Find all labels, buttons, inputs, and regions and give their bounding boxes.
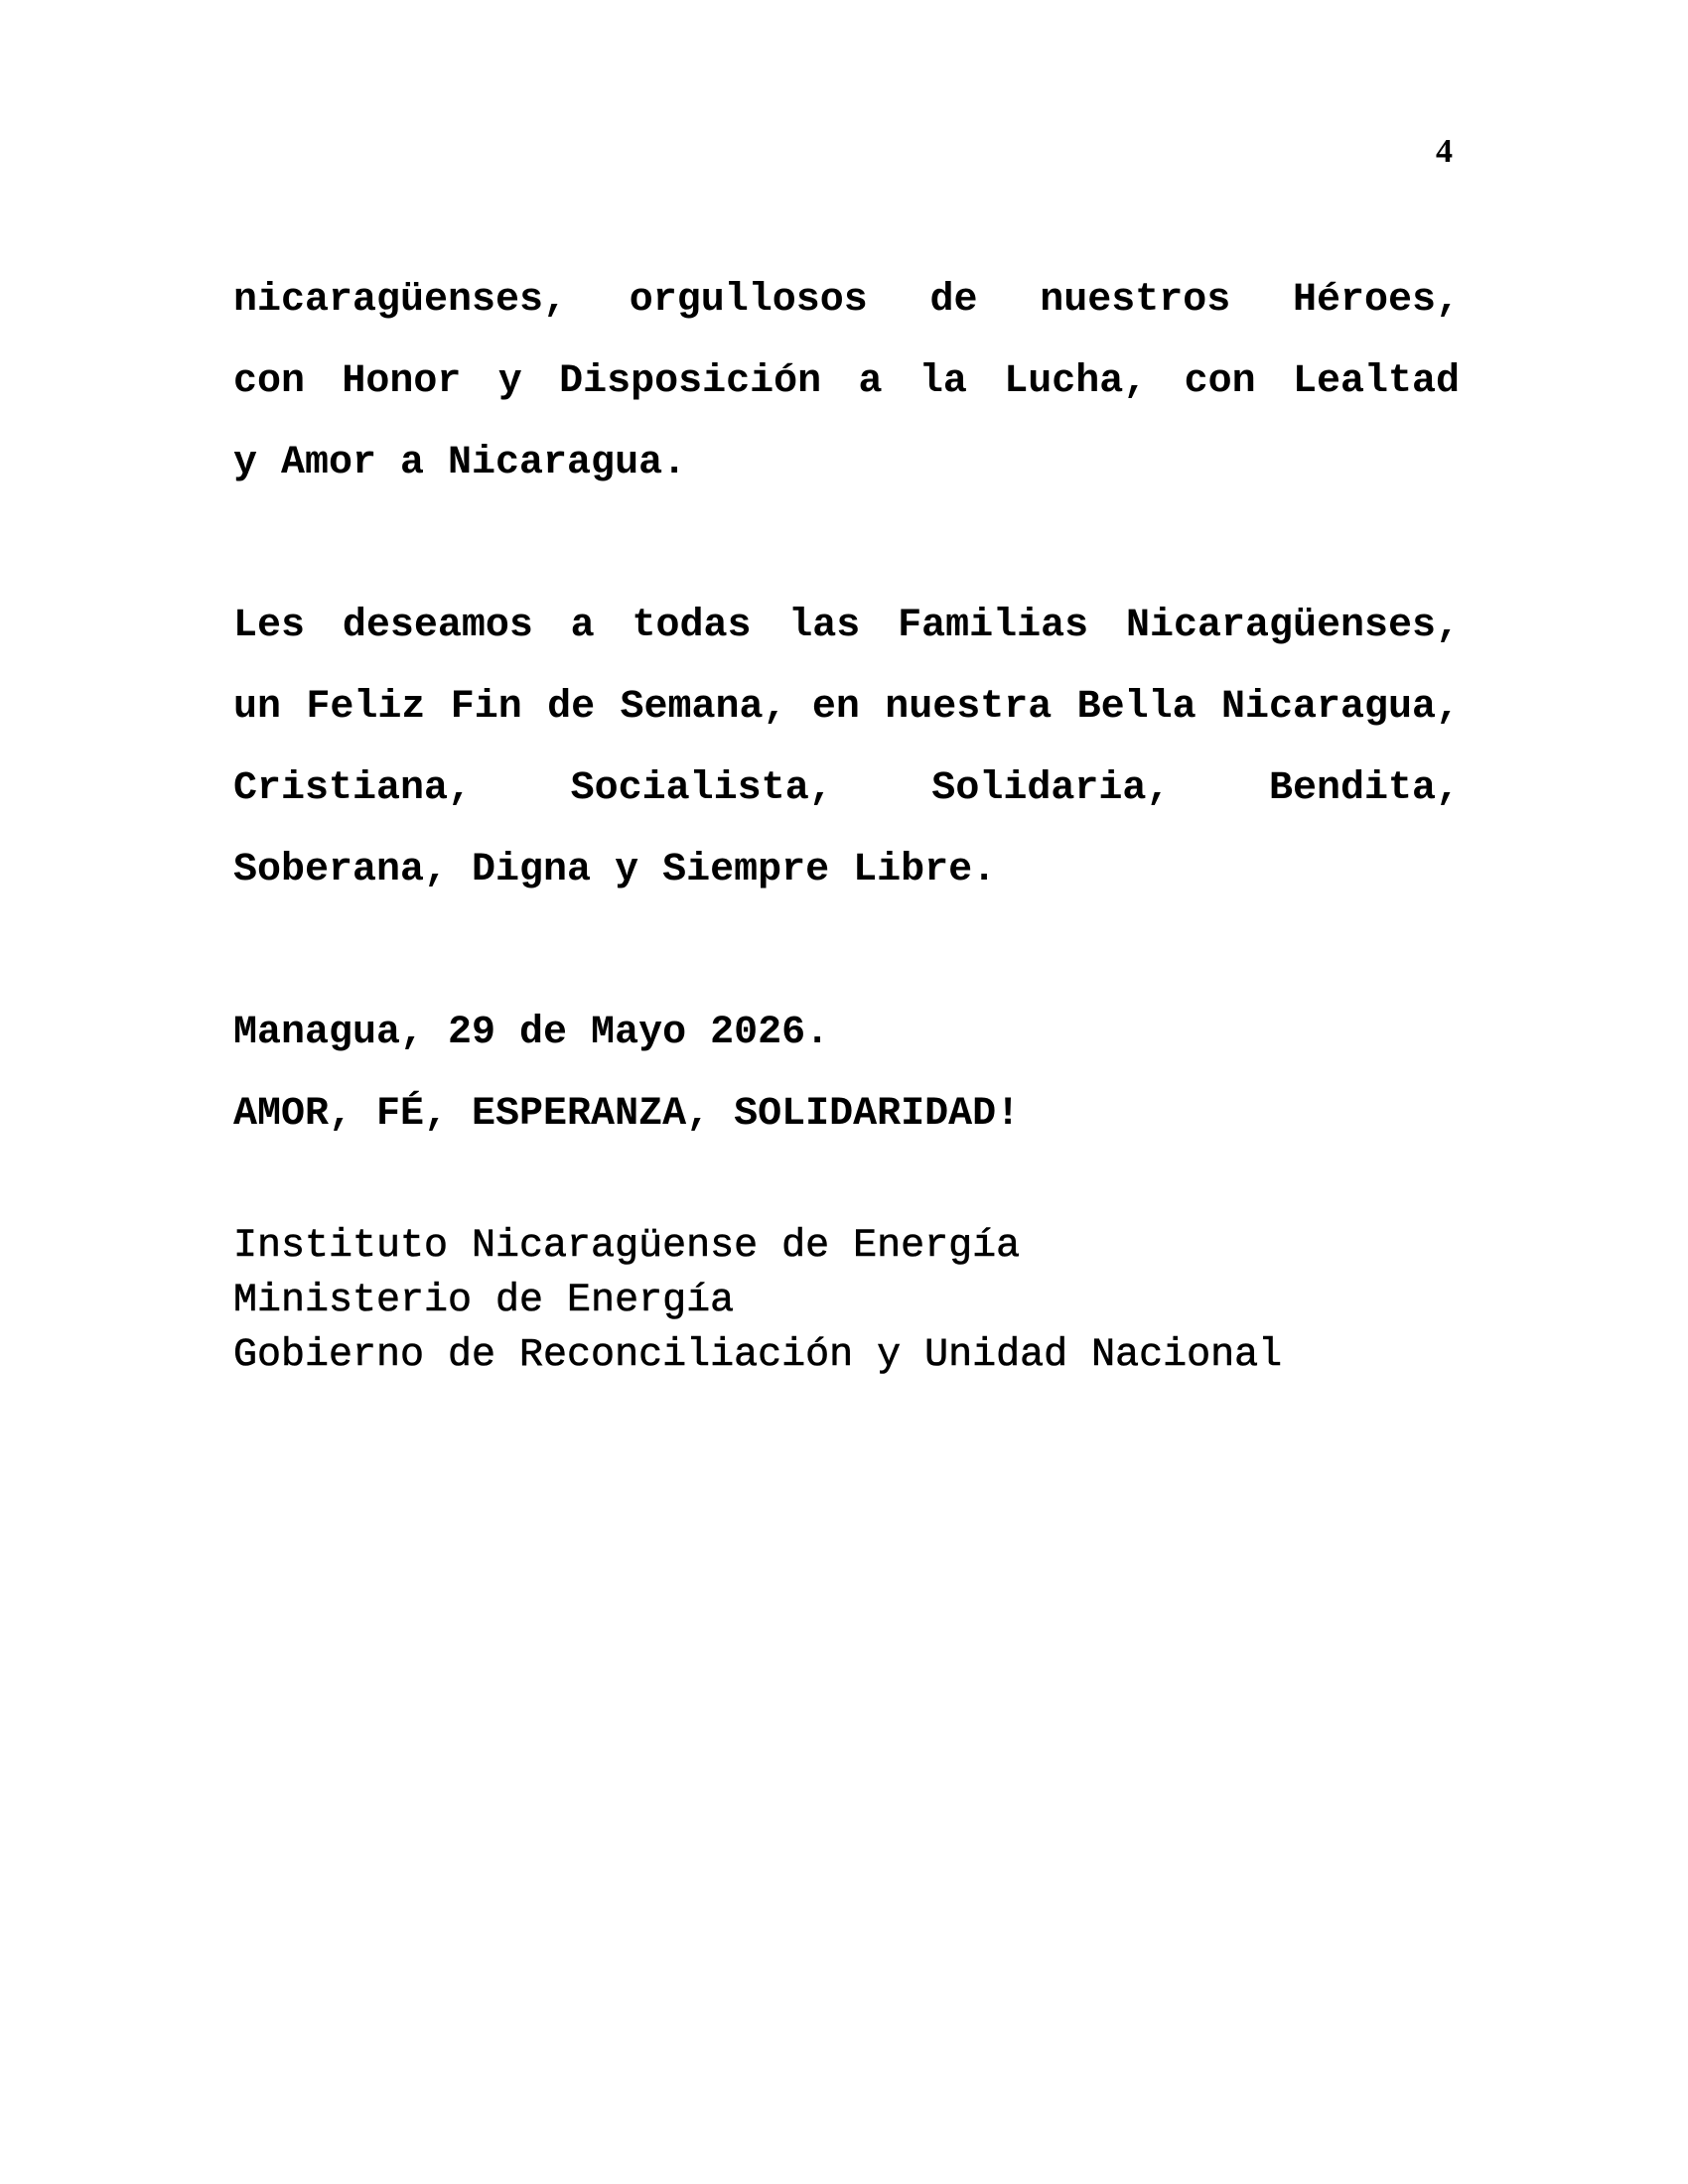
paragraph-line: Cristiana, Socialista, Solidaria, Bendita, bbox=[233, 766, 1460, 811]
signature-line: Gobierno de Reconciliación y Unidad Nacional bbox=[233, 1333, 1283, 1378]
place-date: Managua, 29 de Mayo 2026. bbox=[233, 1011, 830, 1055]
paragraph-wishes bbox=[233, 586, 1460, 911]
page-number: 4 bbox=[1436, 133, 1453, 170]
signature-block bbox=[233, 1219, 1460, 1383]
document-body bbox=[233, 260, 1460, 1383]
paragraph-heroes bbox=[233, 260, 1460, 504]
paragraph-line: nicaragüenses, orgullosos de nuestros Héroes, bbox=[233, 278, 1460, 323]
paragraph-line: Soberana, Digna y Siempre Libre. bbox=[233, 848, 997, 892]
signature-line: Instituto Nicaragüense de Energía bbox=[233, 1224, 1021, 1269]
paragraph-line: un Feliz Fin de Semana, en nuestra Bella Nicaragua, bbox=[233, 685, 1460, 730]
paragraph-line: con Honor y Disposición a la Lucha, con Lealtad bbox=[233, 359, 1460, 404]
paragraph-line: y Amor a Nicaragua. bbox=[233, 441, 687, 485]
closing-block bbox=[233, 993, 1460, 1156]
motto: AMOR, FÉ, ESPERANZA, SOLIDARIDAD! bbox=[233, 1092, 1021, 1137]
paragraph-line: Les deseamos a todas las Familias Nicaragüenses, bbox=[233, 604, 1460, 648]
signature-line: Ministerio de Energía bbox=[233, 1279, 735, 1323]
